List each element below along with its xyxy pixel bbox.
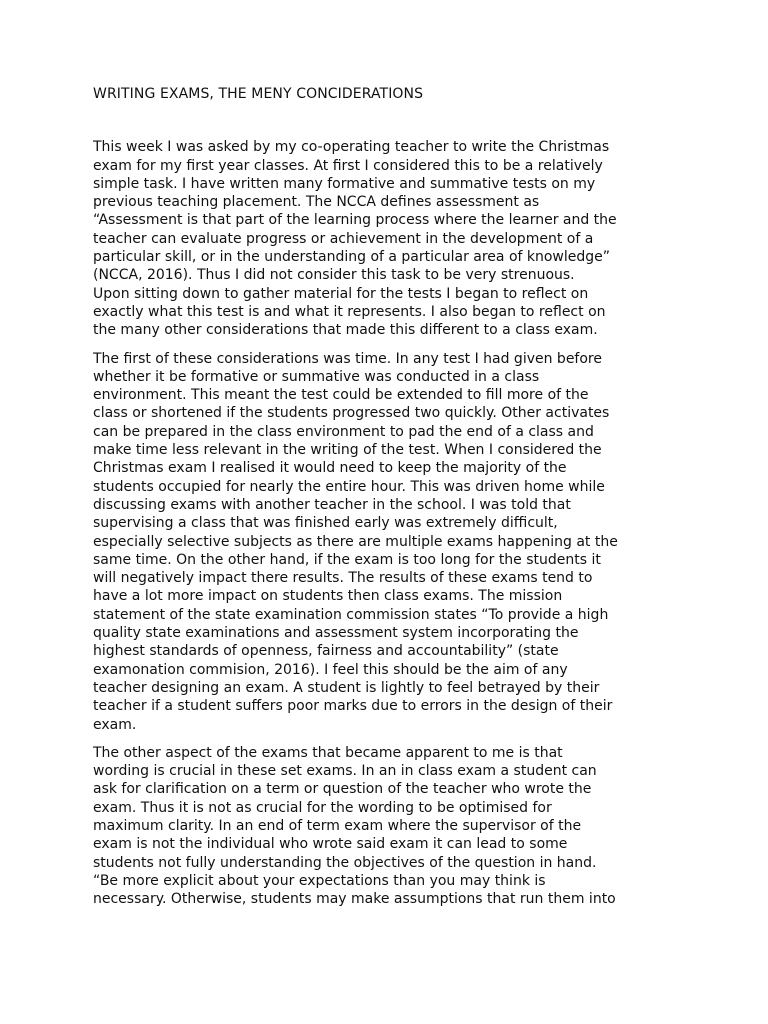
text-line: ask for clarification on a term or question of the teacher who wrote the bbox=[93, 781, 592, 798]
text-line: have a lot more impact on students then class exams. The mission bbox=[93, 588, 563, 605]
paragraph-container bbox=[93, 138, 683, 908]
document-body bbox=[93, 85, 683, 918]
paragraph bbox=[93, 350, 683, 734]
text-line: highest standards of openness, fairness and accountability” (state bbox=[93, 643, 559, 660]
paragraph bbox=[93, 138, 683, 339]
text-line: discussing exams with another teacher in the school. I was told that bbox=[93, 496, 571, 513]
text-line: wording is crucial in these set exams. In an in class exam a student can bbox=[93, 763, 597, 780]
text-line: This week I was asked by my co-operating teacher to write the Christmas bbox=[93, 139, 610, 156]
text-line: necessary. Otherwise, students may make assumptions that run them into bbox=[93, 891, 616, 908]
text-line: teacher if a student suffers poor marks due to errors in the design of their bbox=[93, 698, 613, 715]
text-line: “Be more explicit about your expectations than you may think is bbox=[93, 872, 546, 889]
text-line: class or shortened if the students progressed two quickly. Other activates bbox=[93, 405, 610, 422]
text-line: Upon sitting down to gather material for the tests I began to reflect on bbox=[93, 285, 589, 302]
text-line: students occupied for nearly the entire hour. This was driven home while bbox=[93, 478, 605, 495]
text-line: will negatively impact there results. The results of these exams tend to bbox=[93, 570, 593, 587]
text-line: make time less relevant in the writing of the test. When I considered the bbox=[93, 442, 602, 459]
text-line: same time. On the other hand, if the exam is too long for the students it bbox=[93, 551, 601, 568]
text-line: supervising a class that was finished early was extremely difficult, bbox=[93, 515, 558, 532]
paragraph bbox=[93, 744, 683, 909]
text-line: (NCCA, 2016). Thus I did not consider this task to be very strenuous. bbox=[93, 267, 575, 284]
text-line: particular skill, or in the understanding of a particular area of knowledge” bbox=[93, 249, 611, 266]
text-line: exam for my first year classes. At first I considered this to be a relatively bbox=[93, 157, 603, 174]
text-line: The other aspect of the exams that became apparent to me is that bbox=[93, 744, 563, 761]
text-line: exam. bbox=[93, 716, 137, 733]
text-line: examonation commision, 2016). I feel this should be the aim of any bbox=[93, 661, 568, 678]
text-line: simple task. I have written many formative and summative tests on my bbox=[93, 175, 596, 192]
text-line: exam. Thus it is not as crucial for the wording to be optimised for bbox=[93, 799, 552, 816]
text-line: teacher can evaluate progress or achievement in the development of a bbox=[93, 230, 594, 247]
text-line: especially selective subjects as there are multiple exams happening at the bbox=[93, 533, 618, 550]
text-line: exactly what this test is and what it represents. I also began to reflect on bbox=[93, 303, 606, 320]
text-line: “Assessment is that part of the learning process where the learner and the bbox=[93, 212, 617, 229]
text-line: whether it be formative or summative was conducted in a class bbox=[93, 368, 540, 385]
text-line: the many other considerations that made this different to a class exam. bbox=[93, 322, 598, 339]
text-line: students not fully understanding the objectives of the question in hand. bbox=[93, 854, 597, 871]
text-line: previous teaching placement. The NCCA defines assessment as bbox=[93, 194, 540, 211]
text-line: environment. This meant the test could be extended to fill more of the bbox=[93, 387, 589, 404]
text-line: quality state examinations and assessment system incorporating the bbox=[93, 625, 579, 642]
text-line: can be prepared in the class environment to pad the end of a class and bbox=[93, 423, 594, 440]
text-line: teacher designing an exam. A student is lightly to feel betrayed by their bbox=[93, 679, 600, 696]
document-title: WRITING EXAMS, THE MENY CONCIDERATIONS bbox=[93, 86, 424, 102]
text-line: Christmas exam I realised it would need to keep the majority of the bbox=[93, 460, 567, 477]
text-line: The first of these considerations was time. In any test I had given before bbox=[93, 350, 602, 367]
text-line: statement of the state examination commission states “To provide a high bbox=[93, 606, 609, 623]
text-line: exam is not the individual who wrote said exam it can lead to some bbox=[93, 836, 568, 853]
text-line: maximum clarity. In an end of term exam where the supervisor of the bbox=[93, 817, 582, 834]
